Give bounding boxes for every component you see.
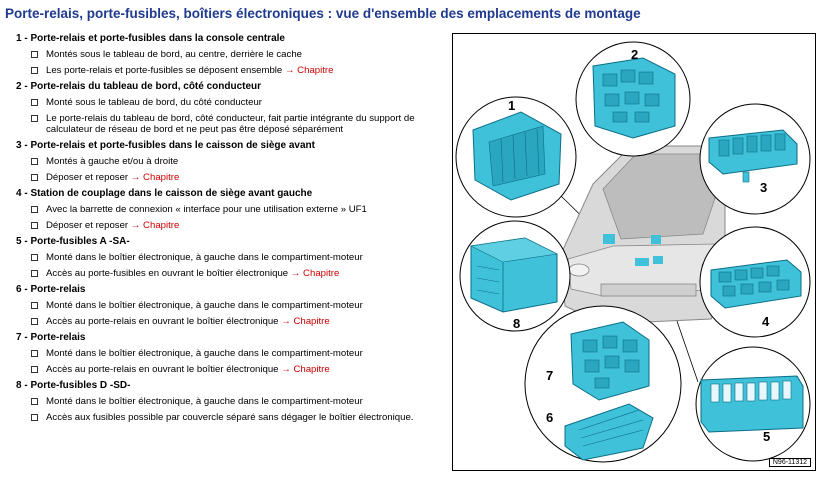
bullet-square-icon bbox=[31, 350, 38, 357]
list-item bbox=[16, 284, 441, 327]
bullet-text: Monté sous le tableau de bord, du côté conducteur bbox=[46, 97, 263, 108]
bullet bbox=[31, 220, 441, 231]
bullet bbox=[31, 156, 441, 167]
bullet-text: Monté dans le boîtier électronique, à gauche dans le compartiment-moteur bbox=[46, 300, 363, 311]
callout-6: 6 bbox=[546, 410, 554, 425]
bullet-text: Monté dans le boîtier électronique, à gauche dans le compartiment-moteur bbox=[46, 348, 363, 359]
callout-7: 7 bbox=[546, 368, 554, 383]
bullet-text: Monté dans le boîtier électronique, à gauche dans le compartiment-moteur bbox=[46, 252, 363, 263]
bullet-text: Déposer et reposer bbox=[46, 220, 129, 231]
bullet-text: Accès au porte-relais en ouvrant le boîtier électronique bbox=[46, 364, 279, 375]
chapter-link[interactable]: → Chapitre bbox=[284, 65, 334, 76]
bullet-text: Accès au porte-fusibles en ouvrant le boîtier électronique bbox=[46, 268, 289, 279]
bullet bbox=[31, 172, 441, 183]
bullet-text: Accès aux fusibles possible par couvercle séparé sans dégager le boîtier électronique. bbox=[46, 412, 414, 423]
list-item bbox=[16, 188, 441, 231]
bullet bbox=[31, 113, 441, 135]
chapter-link[interactable]: → Chapitre bbox=[130, 172, 180, 183]
chapter-link[interactable]: → Chapitre bbox=[290, 268, 340, 279]
bullet bbox=[31, 204, 441, 215]
bullet-square-icon bbox=[31, 51, 38, 58]
fuse-box-8-icon bbox=[471, 238, 557, 312]
bullet-square-icon bbox=[31, 206, 38, 213]
bullet bbox=[31, 97, 441, 108]
location-list bbox=[16, 33, 441, 428]
bullet-text: Le porte-relais du tableau de bord, côté conducteur, fait partie intégrante du support de calculateur de réseau de bord et ne peut pas être déposé séparément bbox=[46, 113, 415, 135]
item-heading: 1 - Porte-relais et porte-fusibles dans la console centrale bbox=[16, 33, 285, 44]
relay-carrier-2-icon bbox=[593, 58, 675, 138]
item-heading: 3 - Porte-relais et porte-fusibles dans le caisson de siège avant bbox=[16, 140, 315, 151]
item-heading: 4 - Station de couplage dans le caisson de siège avant gauche bbox=[16, 188, 313, 199]
callout-3: 3 bbox=[760, 180, 768, 195]
callout-4: 4 bbox=[762, 314, 770, 329]
list-item bbox=[16, 236, 441, 279]
list-item bbox=[16, 33, 441, 76]
bullet-square-icon bbox=[31, 302, 38, 309]
bullet-square-icon bbox=[31, 414, 38, 421]
item-heading: 6 - Porte-relais bbox=[16, 284, 86, 295]
bullet-square-icon bbox=[31, 158, 38, 165]
bullet bbox=[31, 316, 441, 327]
chapter-link[interactable]: → Chapitre bbox=[281, 364, 330, 375]
bullet-text: Monté dans le boîtier électronique, à gauche dans le compartiment-moteur bbox=[46, 396, 363, 407]
bullet-text: Les porte-relais et porte-fusibles se déposent ensemble bbox=[46, 65, 283, 76]
bullet-square-icon bbox=[31, 222, 38, 229]
fuse-holder-5-icon bbox=[701, 376, 803, 432]
item-heading: 2 - Porte-relais du tableau de bord, côté conducteur bbox=[16, 81, 262, 92]
figure-reference: N96-11312 bbox=[769, 458, 811, 467]
page-title: Porte-relais, porte-fusibles, boîtiers électroniques : vue d'ensemble des emplacements de montage bbox=[5, 6, 641, 21]
bullet-square-icon bbox=[31, 115, 38, 122]
bullet-square-icon bbox=[31, 318, 38, 325]
bullet-square-icon bbox=[31, 67, 38, 74]
list-item bbox=[16, 380, 441, 423]
bullet-text: Montés à gauche et/ou à droite bbox=[46, 156, 179, 167]
bullet-text: Accès au porte-relais en ouvrant le boîtier électronique bbox=[46, 316, 279, 327]
callout-1: 1 bbox=[508, 98, 516, 113]
bullet-text: Déposer et reposer bbox=[46, 172, 129, 183]
bullet bbox=[31, 268, 441, 279]
bullet bbox=[31, 348, 441, 359]
callout-8: 8 bbox=[513, 316, 521, 331]
callout-5: 5 bbox=[763, 429, 771, 444]
bullet bbox=[31, 65, 441, 76]
list-item bbox=[16, 81, 441, 135]
location-diagram bbox=[452, 33, 816, 471]
relay-carrier-7-icon bbox=[571, 322, 649, 400]
bullet bbox=[31, 300, 441, 311]
bullet bbox=[31, 49, 441, 60]
bullet-text: Avec la barrette de connexion « interface pour une utilisation externe » UF1 bbox=[46, 204, 367, 215]
bullet-square-icon bbox=[31, 254, 38, 261]
van-icon bbox=[561, 146, 725, 324]
chapter-link[interactable]: → Chapitre bbox=[281, 316, 330, 327]
bullet-square-icon bbox=[31, 398, 38, 405]
bullet bbox=[31, 364, 441, 375]
bullet-square-icon bbox=[31, 99, 38, 106]
callout-2: 2 bbox=[631, 47, 639, 62]
chapter-link[interactable]: → Chapitre bbox=[130, 220, 180, 231]
list-item bbox=[16, 332, 441, 375]
bullet bbox=[31, 412, 441, 423]
item-heading: 5 - Porte-fusibles A -SA- bbox=[16, 236, 130, 247]
bullet bbox=[31, 252, 441, 263]
item-heading: 8 - Porte-fusibles D -SD- bbox=[16, 380, 131, 391]
bullet bbox=[31, 396, 441, 407]
bullet-square-icon bbox=[31, 366, 38, 373]
bullet-square-icon bbox=[31, 174, 38, 181]
bullet-text: Montés sous le tableau de bord, au centre, derrière le cache bbox=[46, 49, 302, 60]
bullet-square-icon bbox=[31, 270, 38, 277]
list-item bbox=[16, 140, 441, 183]
item-heading: 7 - Porte-relais bbox=[16, 332, 86, 343]
